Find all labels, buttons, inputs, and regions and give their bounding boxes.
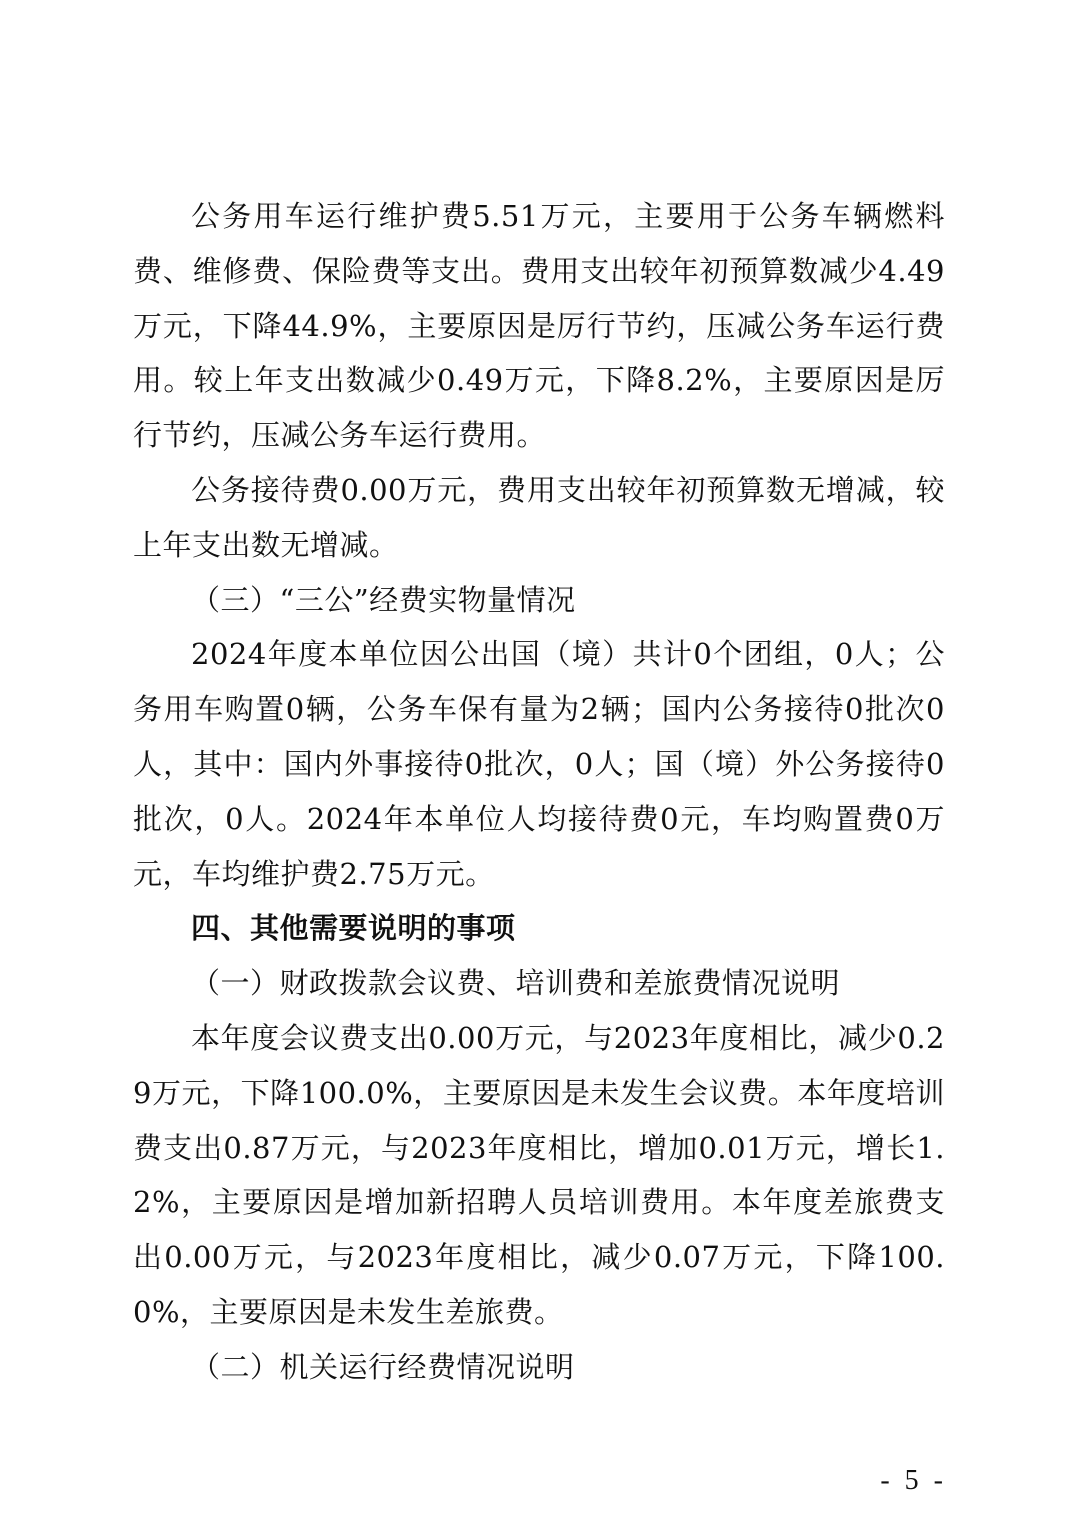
paragraph-vehicle-maintenance: 公务用车运行维护费5.51万元，主要用于公务车辆燃料费、维修费、保险费等支出。费用支出较年初预算数减少4.49万元，下降44.9%，主要原因是厉行节约，压减公务车运行费用。较上年支出数减少0.49万元，下降8.2%，主要原因是厉行节约，压减公务车运行费用。 [133,199,945,453]
heading-meeting-training-travel: （一）财政拨款会议费、培训费和差旅费情况说明 [191,966,841,1001]
heading-operating-expenses: （二）机关运行经费情况说明 [191,1349,575,1384]
heading-physical-quantity: （三）“三公”经费实物量情况 [191,582,576,617]
paragraph-reception-fee: 公务接待费0.00万元，费用支出较年初预算数无增减，较上年支出数无增减。 [133,472,945,562]
page-number: - 5 - [880,1465,947,1496]
document-body [133,189,945,1395]
paragraph-meeting-training-travel: 本年度会议费支出0.00万元，与2023年度相比，减少0.29万元，下降100.0%，主要原因是未发生会议费。本年度培训费支出0.87万元，与2023年度相比，增加0.01万元，增长1.2%，主要原因是增加新招聘人员培训费用。本年度差旅费支出0.00万元，与2023年度相比，减少0.07万元，下降100.0%，主要原因是未发生差旅费。 [133,1020,945,1329]
heading-other-matters: 四、其他需要说明的事项 [191,911,516,946]
paragraph-physical-quantity: 2024年度本单位因公出国（境）共计0个团组，0人；公务用车购置0辆，公务车保有量为2辆；国内公务接待0批次0人，其中：国内外事接待0批次，0人；国（境）外公务接待0批次，0人。2024年本单位人均接待费0元，车均购置费0万元，车均维护费2.75万元。 [133,637,945,891]
